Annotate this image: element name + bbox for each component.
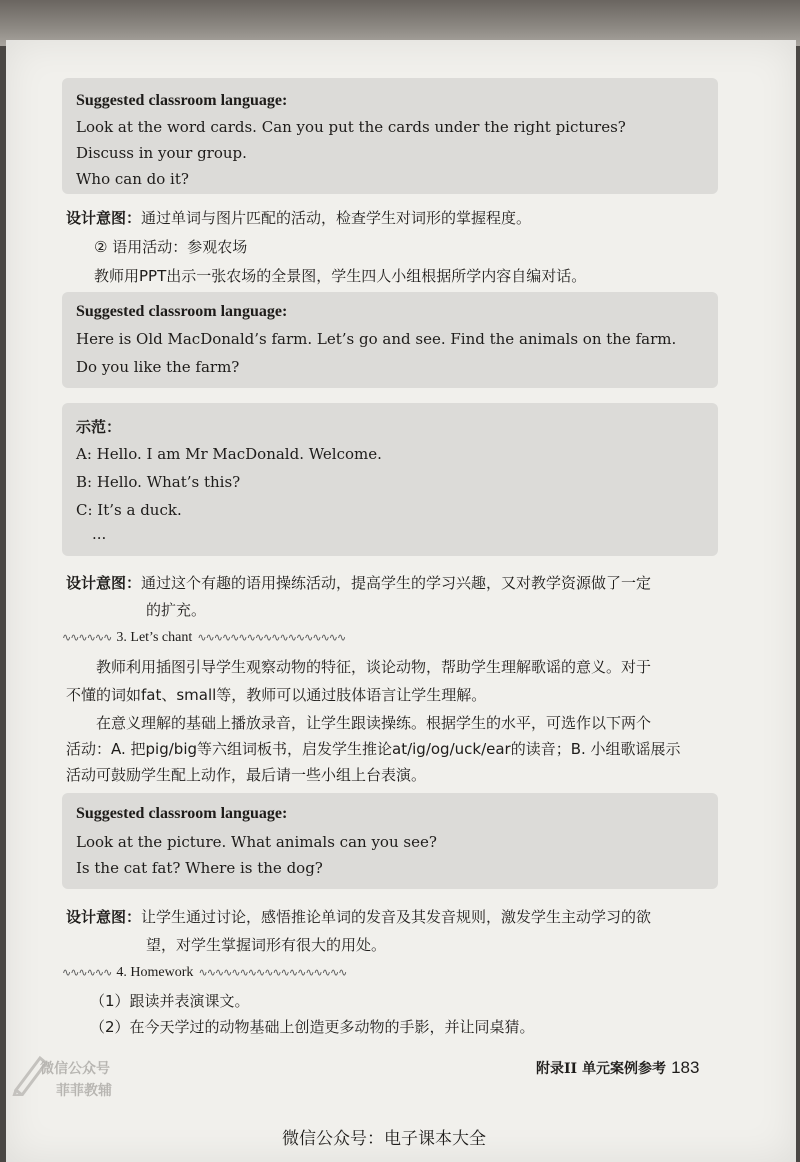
paragraph-line: 活动：A. 把pig/big等六组词板书，启发学生推论at/ig/og/uck/ear的读音；B. 小组歌谣展示 xyxy=(66,740,681,758)
box-line: Here is Old MacDonald’s farm. Let’s go and see. Find the animals on the farm. xyxy=(76,330,677,348)
paragraph-line: 教师利用插图引导学生观察动物的特征，谈论动物，帮助学生理解歌谣的意义。对于 xyxy=(96,658,652,676)
watermark-line-2: 菲菲教辅 xyxy=(56,1083,112,1099)
wavy-rule-icon: ∿∿∿∿∿∿∿∿∿∿∿∿∿∿∿∿∿∿ xyxy=(197,631,346,644)
design-intent-text: 让学生通过讨论，感悟推论单词的发音及其发音规则，激发学生主动学习的欲 xyxy=(141,908,652,926)
classroom-language-box-1 xyxy=(62,78,718,194)
design-intent-3 xyxy=(66,906,651,927)
dialogue-line: B: Hello. What’s this? xyxy=(76,473,241,491)
design-intent-2 xyxy=(66,572,651,593)
classroom-language-box-3 xyxy=(62,793,718,889)
page-footer xyxy=(536,1058,699,1078)
design-intent-2-cont: 的扩充。 xyxy=(146,601,207,619)
page-number: 183 xyxy=(671,1058,700,1077)
classroom-language-box-2 xyxy=(62,292,718,388)
section-title: 4. Homework xyxy=(116,965,194,980)
wavy-rule-icon: ∿∿∿∿∿∿ xyxy=(62,631,112,644)
homework-item: （1）跟读并表演课文。 xyxy=(90,992,250,1010)
box-heading: 示范： xyxy=(76,418,122,436)
box-line: Look at the picture. What animals can you see? xyxy=(76,833,437,851)
design-intent-label: 设计意图： xyxy=(66,209,142,227)
box-line: Is the cat fat? Where is the dog? xyxy=(76,859,323,877)
design-intent-label: 设计意图： xyxy=(66,908,142,926)
box-line: Look at the word cards. Can you put the cards under the right pictures? xyxy=(76,118,626,136)
watermark-badge xyxy=(10,1050,160,1100)
section-title: 3. Let’s chant xyxy=(116,630,193,645)
dialogue-ellipsis: ... xyxy=(92,525,107,543)
box-line: Discuss in your group. xyxy=(76,144,247,162)
paragraph-line: 活动可鼓励学生配上动作，最后请一些小组上台表演。 xyxy=(66,766,427,784)
paragraph-line: 在意义理解的基础上播放录音，让学生跟读操练。根据学生的水平，可选作以下两个 xyxy=(96,714,652,732)
wavy-rule-icon: ∿∿∿∿∿∿∿∿∿∿∿∿∿∿∿∿∿∿ xyxy=(198,966,347,979)
box-heading: Suggested classroom language: xyxy=(76,805,288,822)
box-line: Who can do it? xyxy=(76,170,189,188)
appendix-title: 附录II 单元案例参考 xyxy=(536,1061,666,1077)
design-intent-1 xyxy=(66,207,531,228)
paragraph-line: 不懂的词如fat、small等，教师可以通过肢体语言让学生理解。 xyxy=(66,686,487,704)
bottom-watermark: 微信公众号：电子课本大全 xyxy=(282,1129,486,1149)
activity-description: 教师用PPT出示一张农场的全景图，学生四人小组根据所学内容自编对话。 xyxy=(94,267,587,285)
box-heading: Suggested classroom language: xyxy=(76,92,288,109)
watermark-line-1: 微信公众号 xyxy=(40,1061,110,1077)
design-intent-text: 通过这个有趣的语用操练活动，提高学生的学习兴趣，又对教学资源做了一定 xyxy=(141,574,652,592)
design-intent-label: 设计意图： xyxy=(66,574,142,592)
box-line: Do you like the farm? xyxy=(76,358,240,376)
section-heading-homework xyxy=(62,961,346,981)
wavy-rule-icon: ∿∿∿∿∿∿ xyxy=(62,966,112,979)
box-heading: Suggested classroom language: xyxy=(76,303,288,320)
homework-item: （2）在今天学过的动物基础上创造更多动物的手影，并让同桌猜。 xyxy=(90,1018,535,1036)
example-dialogue-box xyxy=(62,403,718,556)
activity-title: ② 语用活动：参观农场 xyxy=(94,238,248,256)
design-intent-text: 通过单词与图片匹配的活动，检查学生对词形的掌握程度。 xyxy=(141,209,532,227)
section-heading-chant xyxy=(62,626,345,646)
dialogue-line: A: Hello. I am Mr MacDonald. Welcome. xyxy=(76,445,382,463)
design-intent-3-cont: 望，对学生掌握词形有很大的用处。 xyxy=(146,936,387,954)
dialogue-line: C: It’s a duck. xyxy=(76,501,182,519)
